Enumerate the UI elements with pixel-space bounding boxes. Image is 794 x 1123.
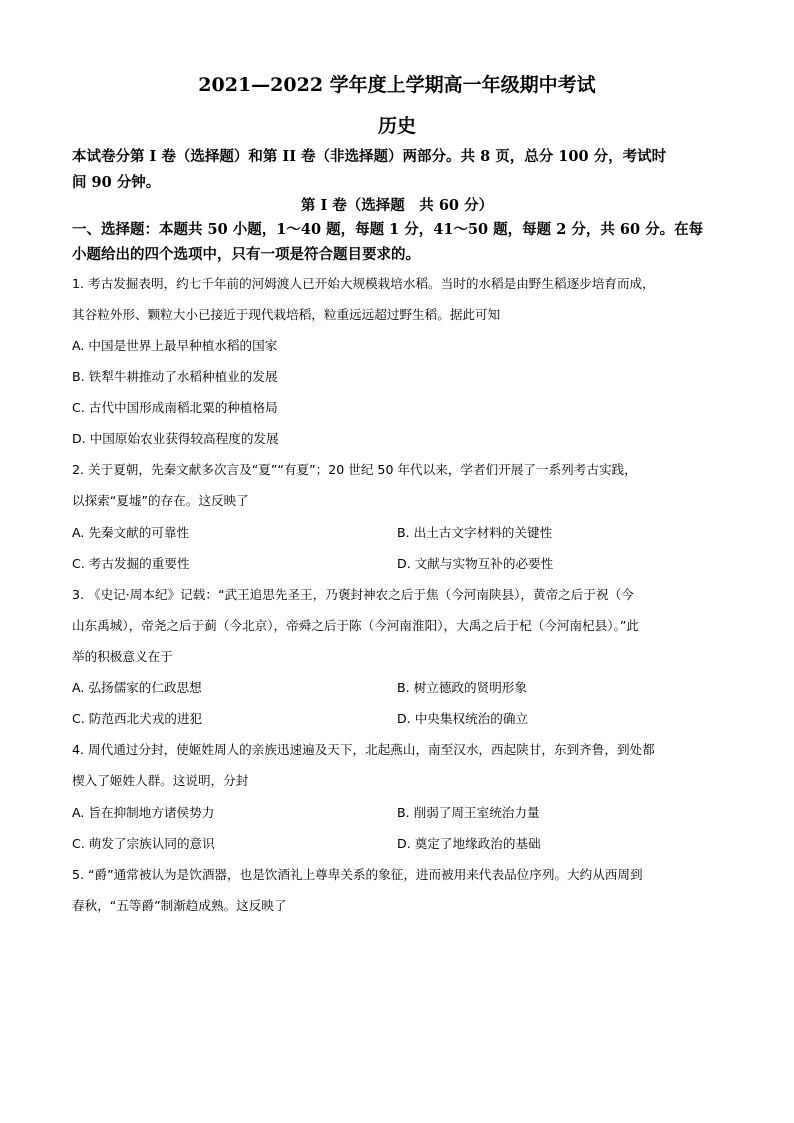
section-heading: 第 I 卷（选择题 共 60 分）	[300, 197, 494, 214]
question-3-stem-1: 3. 《史记·周本纪》记载：“武王追思先圣王，乃褒封神农之后于焦（今河南陕县），黄帝之后于祝（今	[72, 587, 634, 602]
question-2-option-b: B. 出土古文字材料的关键性	[397, 525, 553, 540]
question-1-stem-2: 其谷粒外形、颗粒大小已接近于现代栽培稻，粒重远远超过野生稻。据此可知	[72, 307, 501, 322]
subject-title: 历史	[377, 115, 416, 137]
question-4-option-a: A. 旨在抑制地方诸侯势力	[72, 805, 215, 820]
question-3-stem-2: 山东禹城），帝尧之后于蓟（今北京），帝舜之后于陈（今河南淮阳），大禹之后于杞（今河南杞县）。”此	[72, 618, 639, 633]
question-1-stem-1: 1. 考古发掘表明，约七千年前的河姆渡人已开始大规模栽培水稻。当时的水稻是由野生稻逐步培育而成，	[72, 276, 655, 291]
intro-line-2: 间 90 分钟。	[72, 174, 161, 191]
question-3-option-b: B. 树立德政的贤明形象	[397, 680, 527, 695]
question-1-option-c: C. 古代中国形成南稻北粟的种植格局	[72, 400, 278, 415]
question-4-option-c: C. 萌发了宗族认同的意识	[72, 836, 215, 851]
question-2-option-d: D. 文献与实物互补的必要性	[397, 556, 554, 571]
exam-title: 2021—2022 学年度上学期高一年级期中考试	[198, 74, 596, 96]
question-1-option-b: B. 铁犁牛耕推动了水稻种植业的发展	[72, 369, 278, 384]
question-3-option-d: D. 中央集权统治的确立	[397, 711, 529, 726]
question-3-option-c: C. 防范西北犬戎的进犯	[72, 711, 203, 726]
question-4-option-b: B. 削弱了周王室统治力量	[397, 805, 540, 820]
section-instruction-2: 小题给出的四个选项中，只有一项是符合题目要求的。	[72, 246, 420, 263]
question-2-option-a: A. 先秦文献的可靠性	[72, 525, 190, 540]
intro-line-1: 本试卷分第 I 卷（选择题）和第 II 卷（非选择题）两部分。共 8 页，总分 100 分，考试时	[72, 148, 667, 165]
question-2-option-c: C. 考古发掘的重要性	[72, 556, 190, 571]
question-5-stem-2: 春秋，“五等爵”制渐趋成熟。这反映了	[72, 898, 287, 913]
section-instruction-1: 一、选择题：本题共 50 小题，1～40 题，每题 1 分，41～50 题，每题 2 分，共 60 分。在每	[72, 221, 704, 238]
question-1-option-d: D. 中国原始农业获得较高程度的发展	[72, 431, 279, 446]
question-3-option-a: A. 弘扬儒家的仁政思想	[72, 680, 202, 695]
question-4-stem-2: 楔入了姬姓人群。这说明，分封	[72, 773, 249, 788]
question-4-option-d: D. 奠定了地缘政治的基础	[397, 836, 541, 851]
question-3-stem-3: 举的积极意义在于	[72, 649, 173, 664]
question-2-stem-2: 以探索“夏墟”的存在。这反映了	[72, 493, 249, 508]
question-4-stem-1: 4. 周代通过分封，使姬姓周人的亲族迅速遍及天下，北起燕山，南至汉水，西起陕甘，东到齐鲁，到处都	[72, 742, 655, 757]
question-1-option-a: A. 中国是世界上最早种植水稻的国家	[72, 338, 278, 353]
question-5-stem-1: 5. “爵”通常被认为是饮酒器，也是饮酒礼上尊卑关系的象征，进而被用来代表品位序列。大约从西周到	[72, 867, 643, 882]
question-2-stem-1: 2. 关于夏朝，先秦文献多次言及“夏”“有夏”；20 世纪 50 年代以来，学者们开展了一系列考古实践，	[72, 462, 637, 477]
